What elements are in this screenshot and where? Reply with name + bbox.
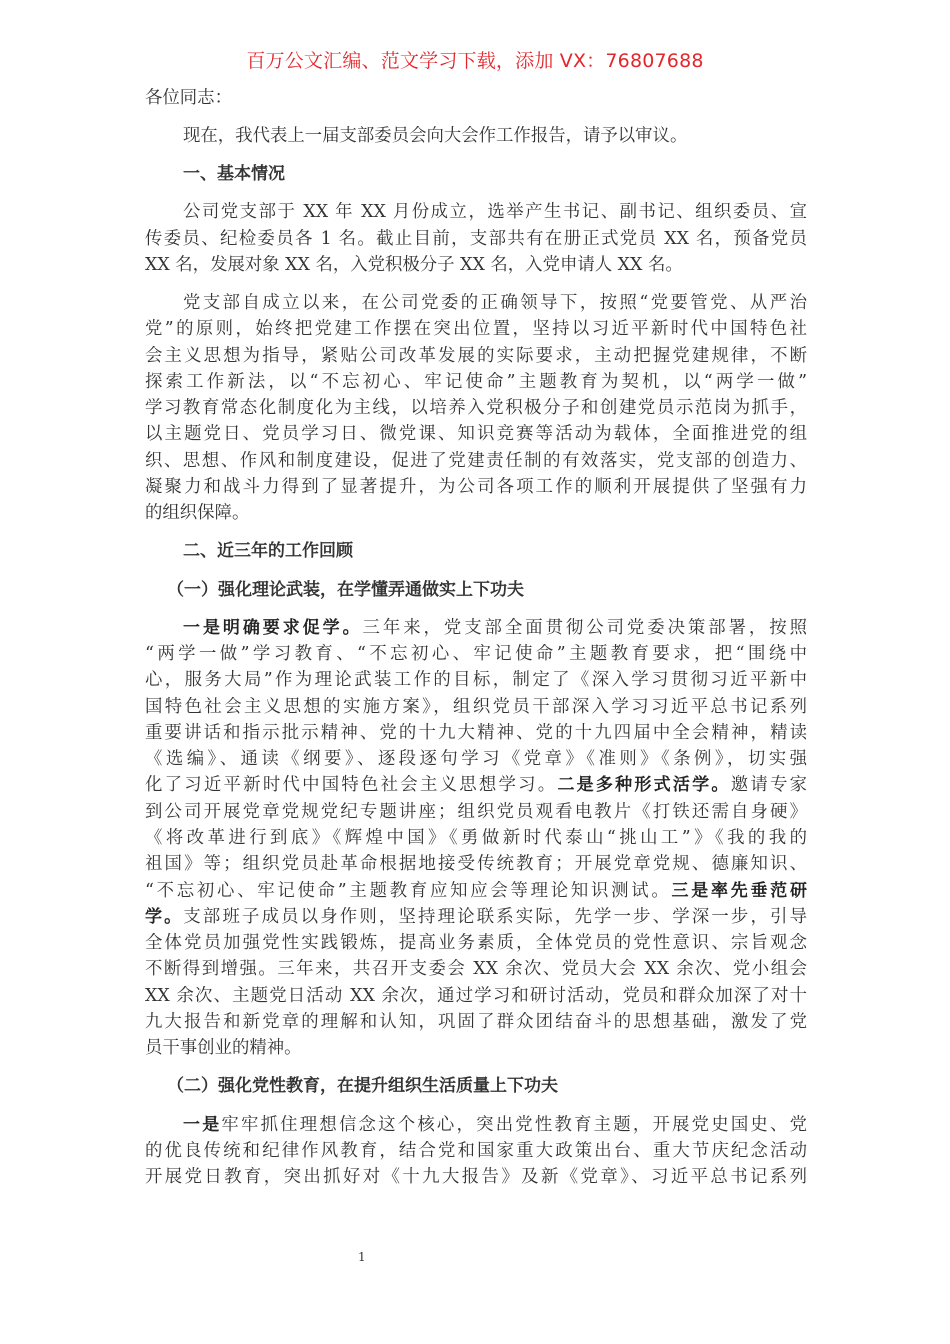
text-line [145,316,807,342]
text-segment: 员干事创业的精神。 [145,1038,302,1059]
text-segment: 会主义思想为指导，紧贴公司改革发展的实际要求，主动把握党建规律，不断 [145,345,807,366]
text-line [145,448,807,474]
text-line [145,1112,807,1138]
text-line [145,799,807,825]
text-segment: 以主题党日、党员学习日、微党课、知识竞赛等活动为载体，全面推进党的组 [145,424,807,445]
text-line [145,474,807,500]
text-segment: 重要讲话和指示批示精神、党的十九大精神、党的十九四届中全会精神，精读 [145,722,807,743]
text-line [145,161,807,187]
paragraph [145,615,807,1062]
text-line [145,983,807,1009]
text-segment: （一）强化理论武装，在学懂弄通做实上下功夫 [167,579,524,600]
text-segment: 全体党员加强党性实践锻炼，提高业务素质，全体党员的党性意识、宗旨观念 [145,933,807,954]
text-line [145,577,807,603]
text-line [145,226,807,252]
text-line [145,904,807,930]
text-segment: 《将改革进行到底》《辉煌中国》《勇做新时代泰山“挑山工”》《我的我的 [145,828,807,848]
text-line [145,1009,807,1035]
text-line [145,199,807,225]
paragraph [145,290,807,527]
text-segment: 牢牢抓住理想信念这个核心，突出党性教育主题，开展党史国史、党 [221,1114,807,1135]
text-segment: 三年来，党支部全面贯彻公司党委决策部署，按照 [362,617,808,638]
text-segment: 祖国》等；组织党员赴革命根据地接受传统教育；开展党章党规、德廉知识、 [145,854,807,875]
text-line [145,343,807,369]
text-line [145,851,807,877]
text-line [145,123,807,149]
text-segment: （二）强化党性教育，在提升组织生活质量上下功夫 [167,1076,558,1097]
text-segment: 国特色社会主义思想的实施方案》，组织党员干部深入学习习近平总书记系列 [145,696,807,717]
text-segment: 各位同志： [145,88,232,108]
text-line [145,395,807,421]
text-segment: 传委员、纪检委员各 1 名。截止目前，支部共有在册正式党员 XX 名，预备党员 [145,228,807,249]
text-line [145,1164,807,1190]
text-segment: 不断得到增强。三年来，共召开支委会 XX 余次、党员大会 XX 余次、党小组会 [145,959,807,980]
text-line [145,825,807,851]
text-segment: 党”的原则，始终把党建工作摆在突出位置，坚持以习近平新时代中国特色社 [145,319,807,340]
text-segment: 的优良传统和纪律作风教育，结合党和国家重大政策出台、重大节庆纪念活动 [145,1140,807,1161]
text-line [145,290,807,316]
text-line [145,956,807,982]
text-segment: 开展党日教育，突出抓好对《十九大报告》及新《党章》、习近平总书记系列 [145,1167,807,1188]
text-line [145,878,807,904]
text-segment: 探索工作新法，以“不忘初心、牢记使命”主题教育为契机，以“两学一做” [145,371,807,392]
page-number: 1 [358,1250,366,1264]
text-segment: 党支部自成立以来，在公司党委的正确领导下，按照“党要管党、从严治 [183,292,807,313]
text-line [145,930,807,956]
bold-lead-text: 一是 [183,1114,222,1135]
bold-lead-text: 一是明确要求促学。 [183,617,363,638]
text-line [145,615,807,641]
bold-lead-text: 学。 [145,906,184,927]
paragraph [145,1112,807,1191]
text-segment: 《选编》、通读《纲要》、逐段逐句学习《党章》《准则》《条例》，切实强 [145,749,807,770]
text-segment: 织、思想、作风和制度建设，促进了党建责任制的有效落实，党支部的创造力、 [145,450,807,471]
text-line [145,772,807,798]
watermark-banner: 百万公文汇编、范文学习下载，添加 VX：76807688 [246,50,704,72]
text-line [145,1073,807,1099]
text-segment: 支部班子成员以身作则，坚持理论联系实际，先学一步、学深一步，引导 [183,906,807,927]
text-line [145,500,807,526]
text-line [145,667,807,693]
text-segment: XX 名，发展对象 XX 名，入党积极分子 XX 名，入党申请人 XX 名。 [145,254,683,275]
text-line [145,538,807,564]
text-segment: XX 余次、主题党日活动 XX 余次，通过学习和研讨活动，党员和群众加深了对十 [145,985,807,1006]
document-body [145,85,807,1190]
text-segment: 一、基本情况 [183,164,285,185]
section-heading [145,161,807,187]
text-segment: 九大报告和新党章的理解和认知，巩固了群众团结奋斗的思想基础，激发了党 [145,1012,807,1033]
text-line [145,746,807,772]
text-segment: 到公司开展党章党规党纪专题讲座；组织党员观看电教片《打铁还需自身硬》 [145,801,807,822]
text-segment: 心，服务大局”作为理论武装工作的目标，制定了《深入学习贯彻习近平新中 [145,670,807,691]
section-heading [145,538,807,564]
bold-lead-text: 三是率先垂范研 [671,880,807,901]
text-segment: “不忘初心、牢记使命”主题教育应知应会等理论知识测试。 [145,880,672,901]
text-segment: 现在，我代表上一届支部委员会向大会作工作报告，请予以审议。 [183,126,688,147]
text-line [145,85,807,111]
text-segment: 的组织保障。 [145,503,250,524]
text-line [145,641,807,667]
text-segment: 公司党支部于 XX 年 XX 月份成立，选举产生书记、副书记、组织委员、宣 [183,202,807,223]
text-line [145,694,807,720]
text-line [145,421,807,447]
text-segment: 化了习近平新时代中国特色社会主义思想学习。 [145,775,558,796]
text-segment: 二、近三年的工作回顾 [183,541,353,562]
section-heading [145,577,807,603]
section-heading [145,1073,807,1099]
text-line [145,1138,807,1164]
salutation [145,85,807,111]
text-line [145,252,807,278]
text-segment: 凝聚力和战斗力得到了显著提升，为公司各项工作的顺利开展提供了坚强有力 [145,477,807,498]
paragraph [145,199,807,278]
bold-lead-text: 二是多种形式活学。 [557,775,731,796]
paragraph [145,123,807,149]
text-line [145,720,807,746]
text-line [145,369,807,395]
text-segment: 邀请专家 [730,775,807,796]
text-segment: “两学一做”学习教育、“不忘初心、牢记使命”主题教育要求，把“围绕中 [145,643,807,664]
text-segment: 学习教育常态化制度化为主线，以培养入党积极分子和创建党员示范岗为抓手， [145,398,807,419]
text-line [145,1035,807,1061]
